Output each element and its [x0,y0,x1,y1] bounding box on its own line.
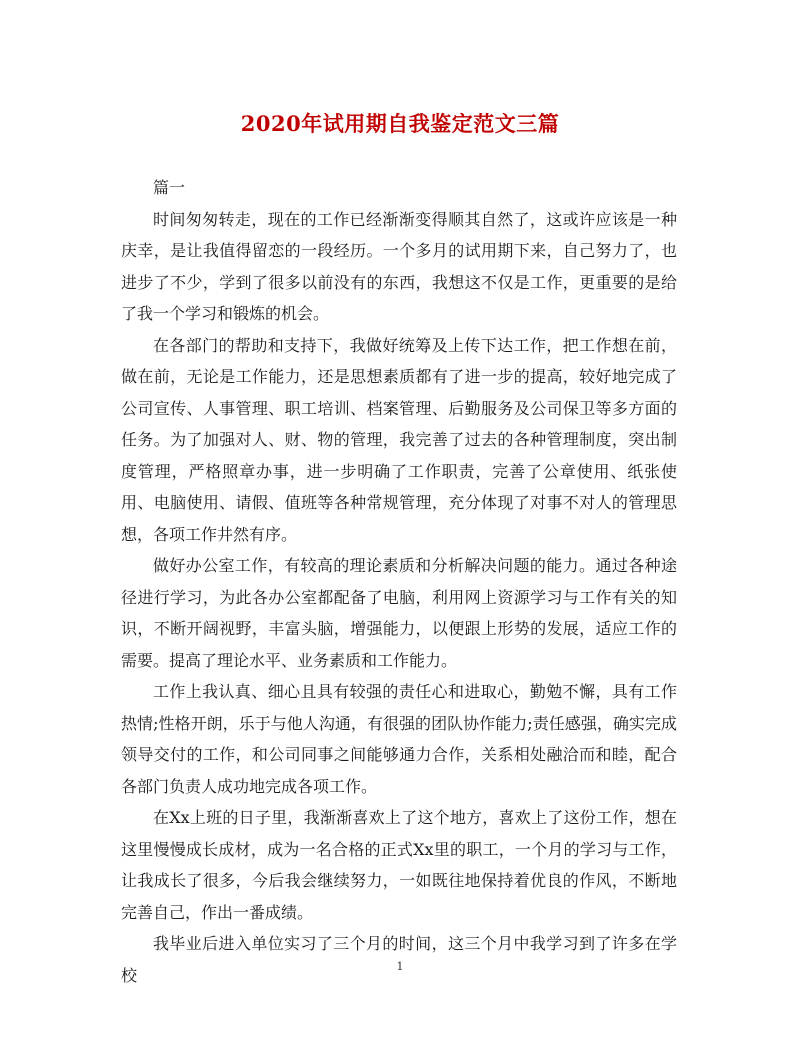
document-title: 2020年试用期自我鉴定范文三篇 [240,111,560,136]
document-body [121,172,677,991]
paragraph-3: 做好办公室工作，有较高的理论素质和分析解决问题的能力。通过各种途径进行学习，为此各办公室都配备了电脑，利用网上资源学习与工作有关的知识，不断开阔视野，丰富头脑，增强能力，以便跟上形势的发展，适应工作的需要。提高了理论水平、业务素质和工作能力。 [121,556,677,670]
paragraph-4: 工作上我认真、细心且具有较强的责任心和进取心，勤勉不懈，具有工作热情;性格开朗，乐于与他人沟通，有很强的团队协作能力;责任感强，确实完成领导交付的工作，和公司同事之间能够通力合作，关系相处融洽而和睦，配合各部门负责人成功地完成各项工作。 [121,682,677,796]
section-label: 篇一 [153,178,186,197]
page-number: 1 [396,960,404,973]
paragraph-1: 时间匆匆转走，现在的工作已经渐渐变得顺其自然了，这或许应该是一种庆幸，是让我值得留恋的一段经历。一个多月的试用期下来，自己努力了，也进步了不少，学到了很多以前没有的东西，我想这不仅是工作，更重要的是给了我一个学习和锻炼的机会。 [121,209,677,323]
paragraph-2: 在各部门的帮助和支持下，我做好统筹及上传下达工作，把工作想在前，做在前，无论是工作能力，还是思想素质都有了进一步的提高，较好地完成了公司宣传、人事管理、职工培训、档案管理、后勤服务及公司保卫等多方面的任务。为了加强对人、财、物的管理，我完善了过去的各种管理制度，突出制度管理，严格照章办事，进一步明确了工作职责，完善了公章使用、纸张使用、电脑使用、请假、值班等各种常规管理，充分体现了对事不对人的管理思想，各项工作井然有序。 [121,335,677,544]
paragraph-5: 在Xx上班的日子里，我渐渐喜欢上了这个地方，喜欢上了这份工作，想在这里慢慢成长成材，成为一名合格的正式Xx里的职工，一个月的学习与工作，让我成长了很多，今后我会继续努力，一如既往地保持着优良的作风，不断地完善自己，作出一番成绩。 [121,808,677,922]
paragraph-6: 我毕业后进入单位实习了三个月的时间，这三个月中我学习到了许多在学校 [121,934,677,985]
